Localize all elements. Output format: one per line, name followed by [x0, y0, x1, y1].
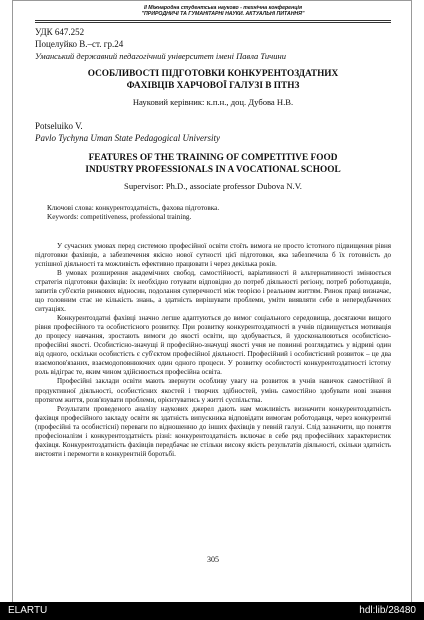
body-text — [35, 242, 391, 459]
conference-header — [43, 5, 403, 17]
paragraph-5: Результати проведеного аналізу наукових джерел дають нам можливість визначити конкурентоздатність фахівця професійного закладу освіти як здатність випускника відповідати вимогам роботодавця, через конкурентні (професійні та особистісні) переваги по відношенню до інших фахівців у певній галузі. Слід зазначити, що поняття професіоналізм і конкурентоздатність різні: конкурентоздатність включає в себе ряд професійних характеристик фахівця. Конкурентоздатність фахівців передбачає не стільки високу якість результатів діяльності, скільки здатність вистояти і перемогти в конкурентній боротьбі. — [35, 404, 391, 458]
keywords-en: Keywords: competitiveness, professional training. — [47, 213, 192, 221]
footer-repository-name: ELARTU — [8, 605, 48, 616]
title-ua-line-2: ФАХІВЦІВ ХАРЧОВОЇ ГАЛУЗІ В ПТНЗ — [126, 80, 300, 91]
paper-page — [12, 0, 412, 602]
footer-bar — [0, 602, 424, 620]
author-en: Potseluiko V. — [35, 121, 83, 131]
conference-line-1: ІІ Міжнародна студентська науково - технічна конференція — [143, 5, 303, 11]
conference-line-2: "ПРИРОДНИЧІ ТА ГУМАНІТАРНІ НАУКИ. АКТУАЛЬНІ ПИТАННЯ" — [141, 11, 305, 18]
author-ua: Поцелуйко В.–ст. гр.24 — [35, 39, 124, 49]
title-en-line-1: FEATURES OF THE TRAINING OF COMPETITIVE FOOD — [88, 153, 338, 163]
paragraph-2: В умовах розширення академічних свобод, самостійності, варіативності й альтернативності змінюється стратегія підготовки фахівців: їх необхідно готувати відповідно до потреб діяльності регіону, потреб роботодавців, запитів суб'єктів ринкових відносин, подолання суперечності між теорією і реальним життям. Ринок праці визначає, що головним стає не кількість знань, а здатність вирішувати проблеми, уміти виявляти себе в непередбачених ситуаціях. — [35, 269, 391, 314]
supervisor-en: Supervisor: Ph.D., associate professor Dubova N.V. — [124, 181, 302, 191]
university-ua: Уманський державний педагогічний університет імені Павла Тичини — [35, 51, 286, 61]
paragraph-1: У сучасних умовах перед системою професійної освіти стоїть вимога не просто істотного підвищення рівня підготовки фахівців, а забезпечення якісно нової сутності цієї підготовки, яка забезпечила б їх готовність до успішної діяльності та можливість ефективно працювати і через декілька років. — [35, 242, 391, 269]
header-rule-top — [35, 20, 391, 21]
title-en — [35, 153, 391, 176]
page-number: 305 — [207, 555, 219, 564]
header-rule-bottom — [35, 22, 391, 23]
udc-code: УДК 647.252 — [35, 27, 85, 37]
keywords-ua: Ключові слова: конкурентоздатність, фахова підготовка. — [47, 204, 220, 212]
title-ua-line-1: ОСОБЛИВОСТІ ПІДГОТОВКИ КОНКУРЕНТОЗДАТНИХ — [87, 69, 339, 79]
title-ua — [35, 69, 391, 92]
supervisor-ua: Науковий керівник: к.п.н., доц. Дубова Н.В. — [132, 97, 294, 107]
title-en-line-2: INDUSTRY PROFESSIONALS IN A VOCATIONAL SCHOOL — [85, 164, 341, 175]
university-en: Pavlo Tychyna Uman State Pedagogical University — [35, 133, 221, 143]
footer-handle: hdl:lib/28480 — [359, 605, 416, 616]
paragraph-4: Професійні заклади освіти мають звернути особливу увагу на розвиток в учнів навичок самостійної й продуктивної діяльності, особистісних якостей і творчих здібностей, умінь самостійно здобувати нові знання протягом життя, розв'язувати проблеми, орієнтуватись у житті суспільства. — [35, 377, 391, 404]
paragraph-3: Конкурентоздатні фахівці значно легше адаптуються до вимог соціального середовища, досягаючи вищого рівня професійного та особистісного розвитку. При розвитку конкурентоздатності в учнів підвищується мотивація до процесу навчання, зростають вимоги до якості освіти, що здобувається, й удосконалюються особистісно-професійні якості. Особистісно-значущі й професійно-значущі якості учня не повинні розглядатись у відриві один від одного, оскільки особистість є суб'єктом професійної діяльності. Професійний і особистісний розвиток – це два взаємопов'язаних, взаємодоповнюючих один одного процеси. У розвитку особистості конкурентоздатності істотну роль відіграє те, яким чином здійснюється професійна освіта. — [35, 314, 391, 377]
